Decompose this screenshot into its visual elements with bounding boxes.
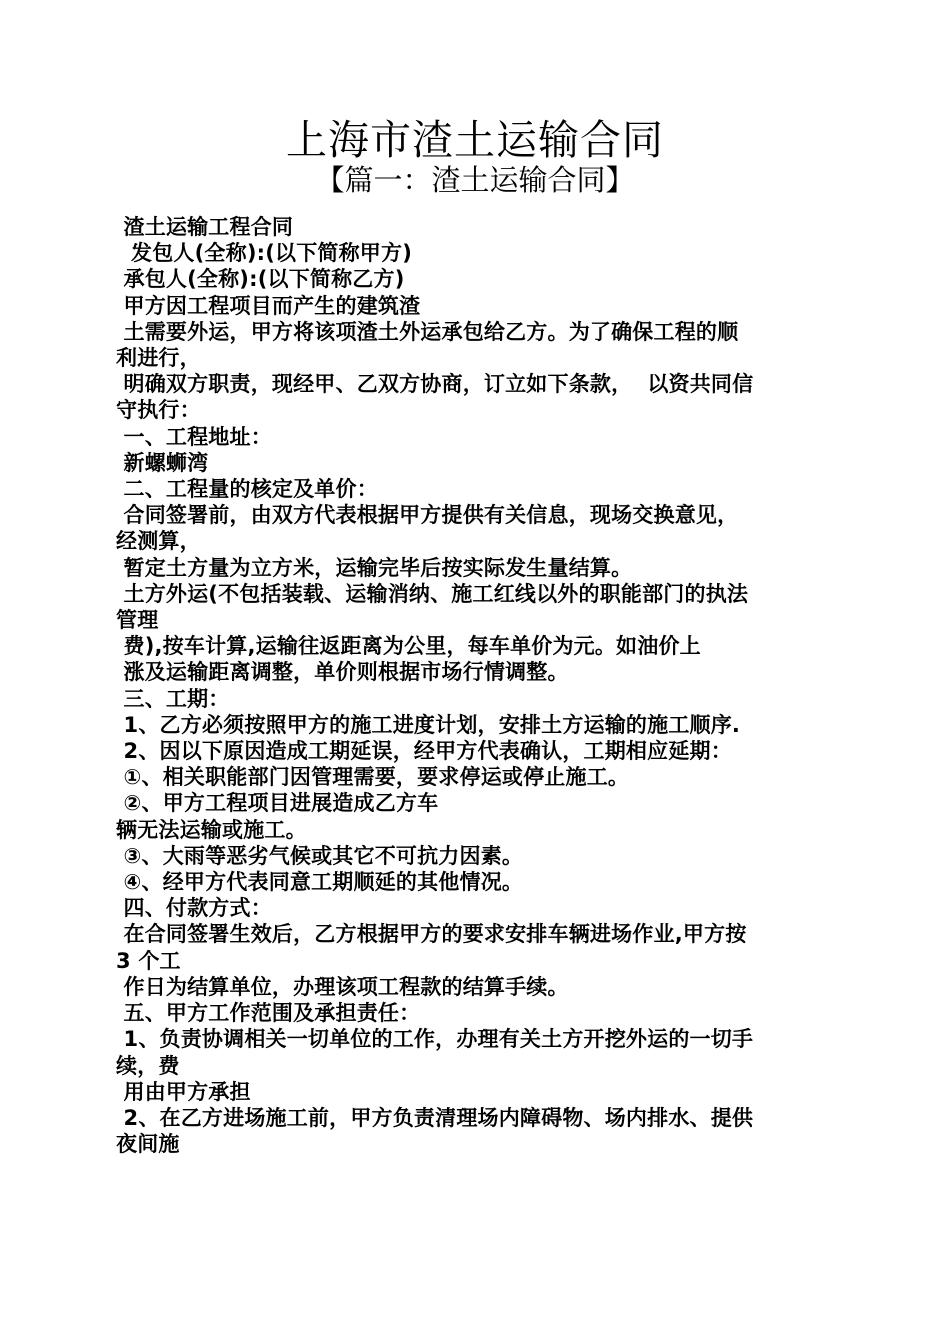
body-text-line: 渣土运输工程合同 — [116, 215, 294, 239]
body-text-line: 利进行， — [116, 346, 201, 371]
body-text-line: 3 个工 — [116, 948, 181, 973]
body-text-line: 涨及运输距离调整，单价则根据市场行情调整。 — [116, 660, 569, 685]
body-text-line: 用由甲方承担 — [116, 1079, 251, 1104]
body-text-line: 1、负责协调相关一切单位的工作，办理有关土方开挖外运的一切手 — [116, 1027, 754, 1052]
body-text-line: 暂定土方量为立方米，运输完毕后按实际发生量结算。 — [116, 555, 633, 580]
body-text-line: ②、甲方工程项目进展造成乙方车 — [116, 791, 439, 816]
body-text-line: 1、乙方必须按照甲方的施工进度计划，安排土方运输的施工顺序. — [116, 712, 741, 737]
body-text-line: ④、经甲方代表同意工期顺延的其他情况。 — [116, 870, 524, 895]
body-text-line: 续，费 — [116, 1053, 180, 1078]
document-title: 上海市渣土运输合同 — [286, 116, 664, 164]
body-text-line: 费),按车计算,运输往返距离为公里，每车单价为元。如油价上 — [116, 634, 701, 659]
body-text-line: 二、工程量的核定及单价： — [116, 477, 378, 502]
document-body — [116, 214, 836, 1157]
body-text-line: 2、在乙方进场施工前，甲方负责清理场内障碍物、场内排水、提供 — [116, 1105, 754, 1130]
body-text-line: 三、工期： — [116, 686, 230, 711]
body-text-line: 发包人(全称):(以下简称甲方) — [116, 241, 413, 266]
body-text-line: 管理 — [116, 608, 159, 633]
body-text-line: ③、大雨等恶劣气候或其它不可抗力因素。 — [116, 843, 524, 868]
body-text-line: 经测算， — [116, 529, 201, 554]
body-text-line: 四、付款方式： — [116, 896, 272, 921]
body-text-line: 土需要外运，甲方将该项渣土外运承包给乙方。为了确保工程的顺 — [116, 319, 739, 344]
body-text-line: 五、甲方工作范围及承担责任： — [116, 1001, 421, 1026]
body-text-line: 土方外运(不包括装载、运输消纳、施工红线以外的职能部门的执法 — [116, 581, 749, 606]
body-text-line: 夜间施 — [116, 1132, 180, 1157]
body-text-line: 在合同签署生效后，乙方根据甲方的要求安排车辆进场作业,甲方按 — [116, 922, 747, 947]
body-text-line: 作日为结算单位，办理该项工程款的结算手续。 — [116, 974, 569, 999]
body-text-line: 守执行： — [116, 398, 201, 423]
body-text-line: 辆无法运输或施工。 — [116, 817, 307, 842]
document-subtitle: 【篇一：渣土运输合同】 — [315, 163, 635, 197]
body-text-line: 甲方因工程项目而产生的建筑渣 — [116, 293, 421, 318]
body-text-line: ①、相关职能部门因管理需要，要求停运或停止施工。 — [116, 765, 630, 790]
body-text-line: 2、因以下原因造成工期延误，经甲方代表确认，工期相应延期： — [116, 739, 732, 764]
body-text-line: 一、工程地址： — [116, 424, 272, 449]
body-text-line: 明确双方职责，现经甲、乙双方协商，订立如下条款， 以资共同信 — [116, 372, 754, 397]
body-text-line: 承包人(全称):(以下简称乙方) — [116, 267, 405, 292]
body-text-line: 合同签署前，由双方代表根据甲方提供有关信息，现场交换意见， — [116, 503, 739, 528]
body-text-line: 新螺蛳湾 — [116, 450, 209, 475]
